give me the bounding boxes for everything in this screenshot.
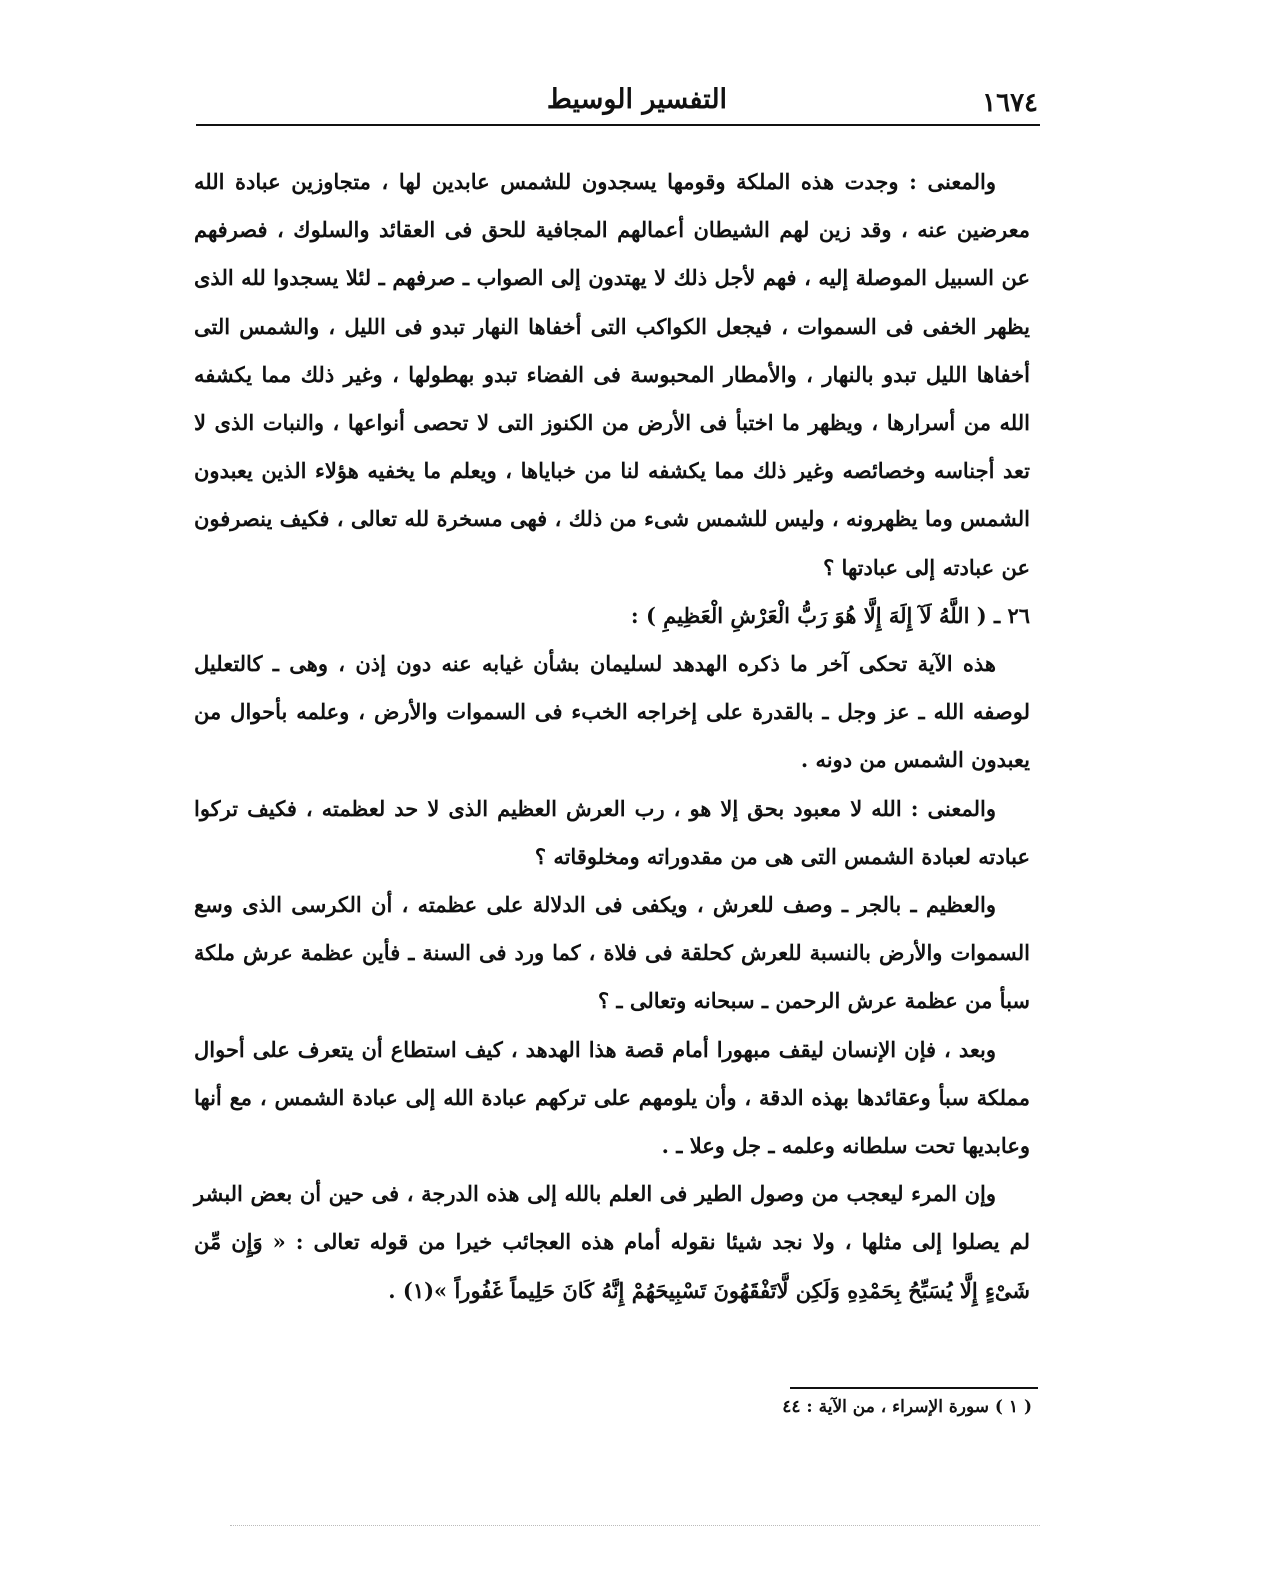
page-number: ١٦٧٤ bbox=[982, 88, 1038, 118]
paragraph-meaning: والمعنى : وجدت هذه الملكة وقومها يسجدون للشمس عابدين لها ، متجاوزين عبادة الله معرضين عنه ، وقد زين لهم الشيطان أعمالهم المجافية للحق فى العقائد والسلوك ، فصرفهم عن السبيل الموصلة إليه ، فهم لأجل ذلك لا يهتدون إلى الصواب ـ صرفهم ـ لئلا يسجدوا لله الذى يظهر الخفى فى السموات ، فيجعل الكواكب التى أخفاها النهار تبدو فى الليل ، والشمس التى أخفاها الليل تبدو بالنهار ، والأمطار المحبوسة فى الفضاء تبدو بهطولها ، وغير ذلك مما يكشفه الله من أسرارها ، ويظهر ما اختبأ فى الأرض من الكنوز التى لا تحصى أنواعها ، والنبات الذى لا تعد أجناسه وخصائصه وغير ذلك مما يكشفه لنا من خباياها ، ويعلم ما يخفيه هؤلاء الذين يعبدون الشمس وما يظهرونه ، وليس للشمس شىء من ذلك ، فهى مسخرة لله تعالى ، فكيف ينصرفون عن عبادته إلى عبادتها ؟ bbox=[194, 169, 1030, 580]
main-text bbox=[194, 158, 1030, 1315]
paragraph-verse-context: هذه الآية تحكى آخر ما ذكره الهدهد لسليمان بشأن غيابه عنه دون إذن ، وهى ـ كالتعليل لوصفه الله ـ عز وجل ـ بالقدرة على إخراجه الخبء فى السموات والأرض ، وعلمه بأحوال من يعبدون الشمس من دونه . bbox=[194, 651, 1030, 773]
page-header bbox=[192, 84, 1042, 124]
paragraph-hoopoe: وبعد ، فإن الإنسان ليقف مبهورا أمام قصة هذا الهدهد ، كيف استطاع أن يتعرف على أحوال مملكة سبأ وعقائدها بهذه الدقة ، وأن يلومهم على تركهم عبادة الله إلى عبادة الشمس ، مع أنها وعابديها تحت سلطانه وعلمه ـ جل وعلا ـ . bbox=[194, 1036, 1030, 1159]
footnote-divider bbox=[790, 1387, 1038, 1389]
verse-heading: ٢٦ ـ ( اللَّهُ لَآ إِلَهَ إِلَّا هُوَ رَبُّ الْعَرْشِ الْعَظِيمِ ) : bbox=[630, 602, 1030, 628]
paragraph-throne: والعظيم ـ بالجر ـ وصف للعرش ، ويكفى فى الدلالة على عظمته ، أن الكرسى الذى وسع السموات والأرض بالنسبة للعرش كحلقة فى فلاة ، كما ورد فى السنة ـ فأين عظمة عرش ملكة سبأ من عظمة عرش الرحمن ـ سبحانه وتعالى ـ ؟ bbox=[194, 892, 1030, 1014]
paragraph-meaning-2: والمعنى : الله لا معبود بحق إلا هو ، رب العرش العظيم الذى لا حد لعظمته ، فكيف تركوا عبادته لعبادة الشمس التى هى من مقدوراته ومخلوقاته ؟ bbox=[194, 795, 1030, 869]
running-title: التفسير الوسيط bbox=[546, 84, 728, 115]
footnote: ( ١ ) سورة الإسراء ، من الآية : ٤٤ bbox=[782, 1397, 1032, 1417]
scan-edge-line bbox=[230, 1525, 1040, 1526]
header-divider bbox=[196, 124, 1040, 126]
paragraph-conclusion: وإن المرء ليعجب من وصول الطير فى العلم بالله إلى هذه الدرجة ، فى حين أن بعض البشر لم يصلوا إلى مثلها ، ولا نجد شيئا نقوله أمام هذه العجائب خيرا من قوله تعالى : « وَإِن مِّن شَىْءٍ إِلَّا يُسَبِّحُ بِحَمْدِهِ وَلَكِن لَّاتَفْقَهُونَ تَسْبِيحَهُمْ إِنَّهُ كَانَ حَلِيماً غَفُوراً »(١) . bbox=[194, 1181, 1030, 1303]
